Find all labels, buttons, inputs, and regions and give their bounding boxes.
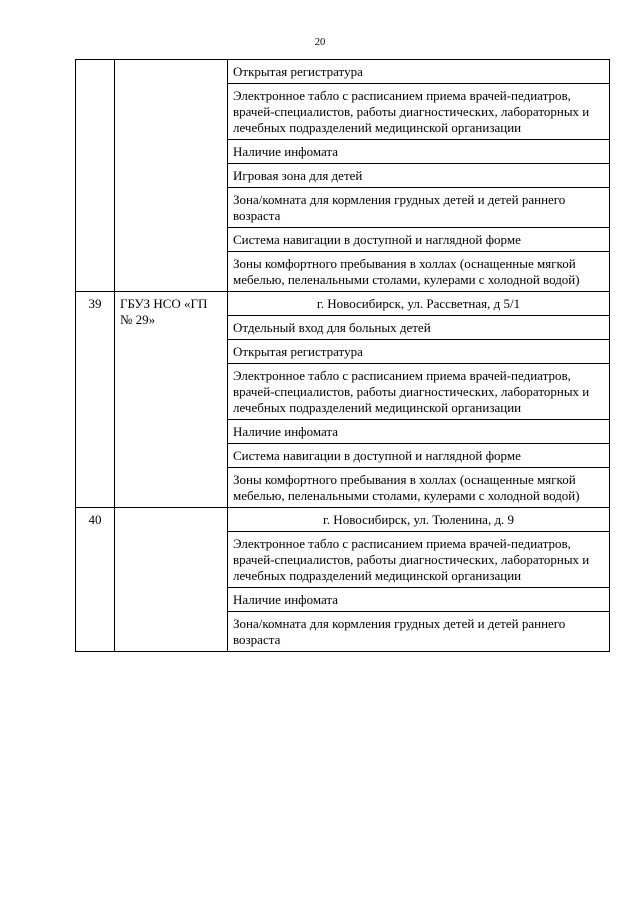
address-cell: г. Новосибирск, ул. Рассветная, д 5/1: [228, 292, 610, 316]
feature-cell: Отдельный вход для больных детей: [228, 316, 610, 340]
feature-cell: Система навигации в доступной и наглядной форме: [228, 228, 610, 252]
address-cell: г. Новосибирск, ул. Тюленина, д. 9: [228, 508, 610, 532]
row-number-cell: 40: [76, 508, 115, 652]
row-number-cell: [76, 60, 115, 292]
table-row: [76, 60, 610, 84]
feature-cell: Игровая зона для детей: [228, 164, 610, 188]
facilities-table: [75, 59, 610, 652]
feature-cell: Зона/комната для кормления грудных детей и детей раннего возраста: [228, 612, 610, 652]
feature-cell: Электронное табло с расписанием приема врачей-педиатров, врачей-специалистов, работы диагностических, лабораторных и лечебных подразделений медицинской организации: [228, 364, 610, 420]
organization-cell: ГБУЗ НСО «ГП № 29»: [115, 292, 228, 508]
organization-cell: [115, 508, 228, 652]
organization-cell: [115, 60, 228, 292]
table-body: [76, 60, 610, 652]
table-row: [76, 508, 610, 532]
feature-cell: Открытая регистратура: [228, 60, 610, 84]
table-row: [76, 292, 610, 316]
feature-cell: Система навигации в доступной и наглядной форме: [228, 444, 610, 468]
feature-cell: Электронное табло с расписанием приема врачей-педиатров, врачей-специалистов, работы диагностических, лабораторных и лечебных подразделений медицинской организации: [228, 84, 610, 140]
feature-cell: Зоны комфортного пребывания в холлах (оснащенные мягкой мебелью, пеленальными столами, кулерами с холодной водой): [228, 468, 610, 508]
feature-cell: Электронное табло с расписанием приема врачей-педиатров, врачей-специалистов, работы диагностических, лабораторных и лечебных подразделений медицинской организации: [228, 532, 610, 588]
page-number: 20: [314, 37, 326, 48]
feature-cell: Наличие инфомата: [228, 588, 610, 612]
feature-cell: Открытая регистратура: [228, 340, 610, 364]
feature-cell: Наличие инфомата: [228, 420, 610, 444]
feature-cell: Наличие инфомата: [228, 140, 610, 164]
feature-cell: Зоны комфортного пребывания в холлах (оснащенные мягкой мебелью, пеленальными столами, кулерами с холодной водой): [228, 252, 610, 292]
feature-cell: Зона/комната для кормления грудных детей и детей раннего возраста: [228, 188, 610, 228]
row-number-cell: 39: [76, 292, 115, 508]
